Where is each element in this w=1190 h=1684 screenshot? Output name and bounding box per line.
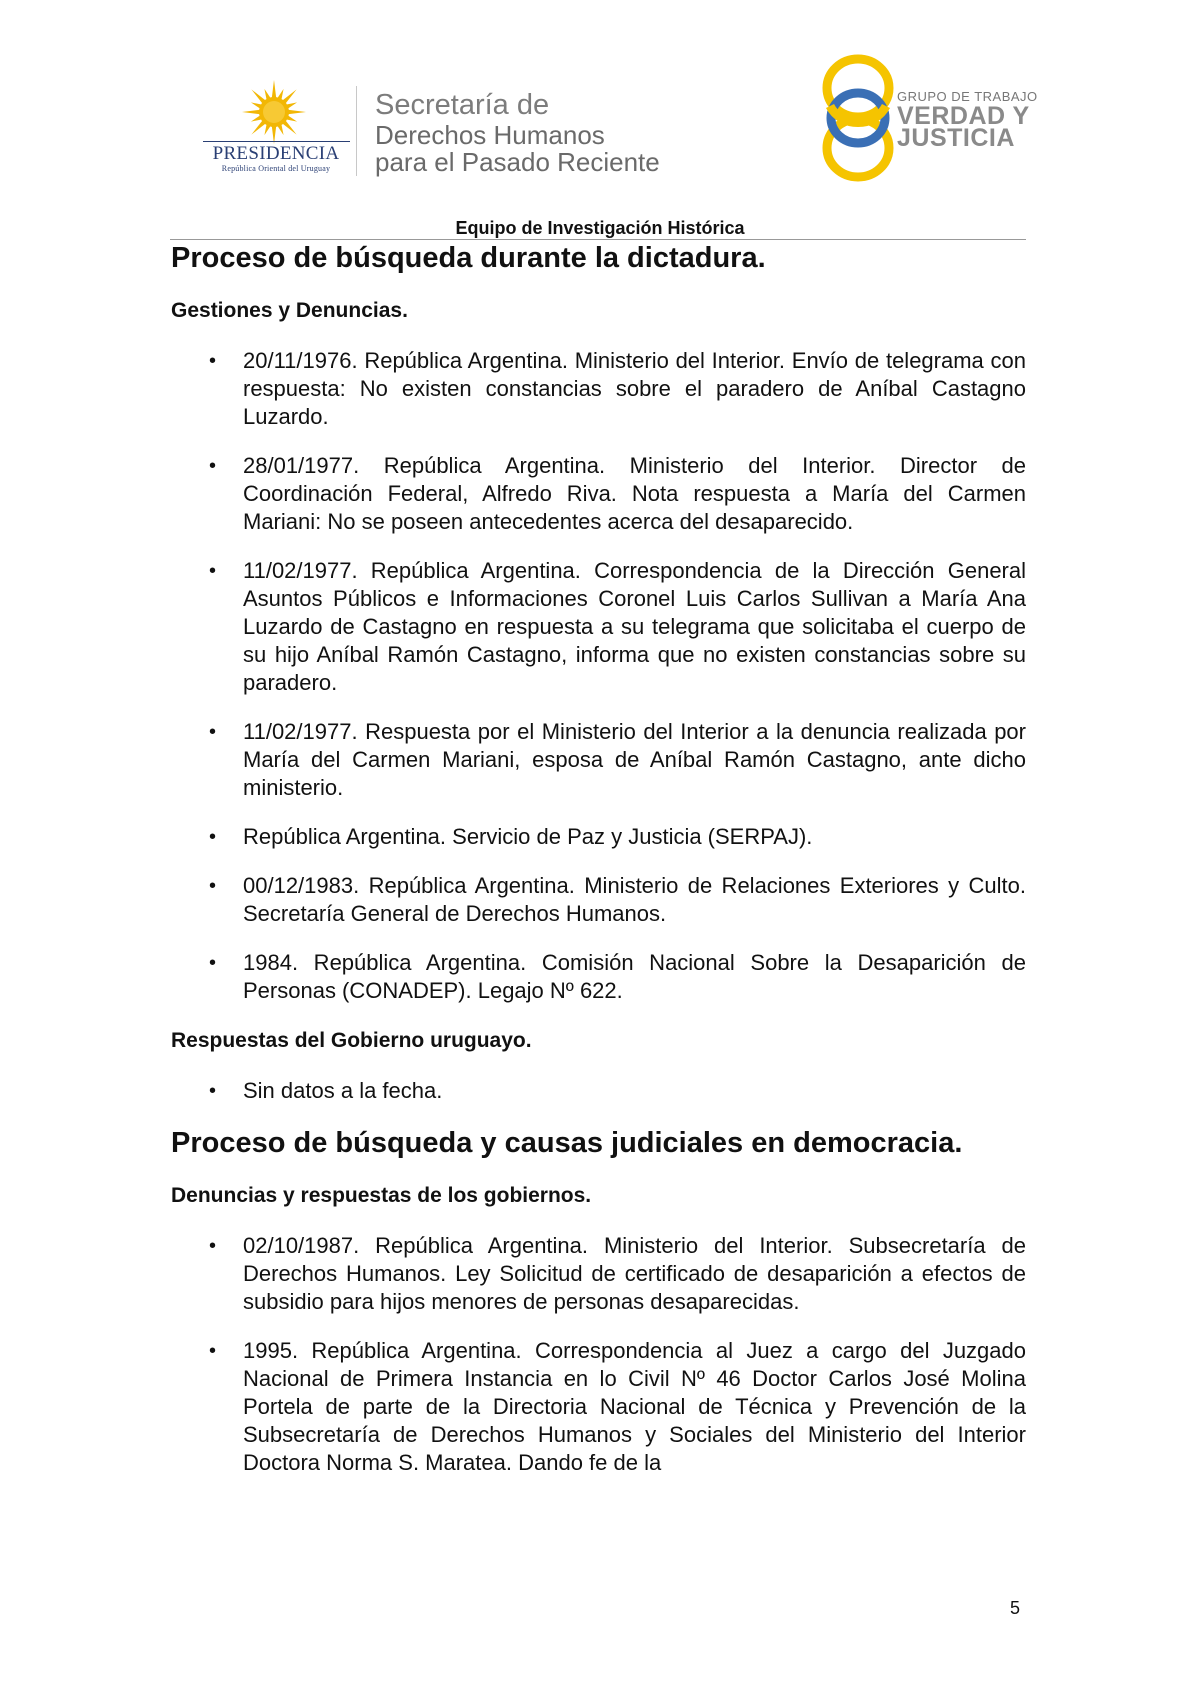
- bullet-mark: •: [209, 826, 217, 848]
- bullet-mark: •: [209, 560, 217, 582]
- list-item: • 1984. República Argentina. Comisión Nacional Sobre la Desaparición de Personas (CONADEP). Legajo Nº 622.: [209, 950, 1026, 1003]
- logo-justicia-label: JUSTICIA: [897, 124, 1015, 152]
- presidencia-subtitle: República Oriental del Uruguay: [221, 164, 331, 173]
- org-name-line2: Derechos Humanos: [375, 120, 605, 150]
- subsection-title: Gestiones y Denuncias.: [171, 299, 408, 322]
- subsection-title: Denuncias y respuestas de los gobiernos.: [171, 1184, 592, 1207]
- team-title: Equipo de Investigación Histórica: [455, 218, 745, 238]
- list-item: • 02/10/1987. República Argentina. Ministerio del Interior. Subsecretaría de Derechos Humanos. Ley Solicitud de certificado de desaparición a efectos de subsidio para hijos menores de personas desaparecidas.: [209, 1233, 1026, 1314]
- sun-ray: [272, 80, 276, 98]
- page-number: 5: [1010, 1598, 1021, 1618]
- list-item: • 11/02/1977. República Argentina. Correspondencia de la Dirección General Asuntos Públicos e Informaciones Coronel Luis Carlos Sullivan a María Ana Luzardo de Castagno en respuesta a su telegrama que solicitaba el cuerpo de su hijo Aníbal Ramón Castagno, informa que no existen constancias sobre su paradero.: [209, 558, 1026, 695]
- sun-ray: [288, 110, 306, 114]
- bullet-mark: •: [209, 455, 217, 477]
- section-title: Proceso de búsqueda y causas judiciales en democracia.: [171, 1127, 963, 1159]
- list-item: • 1995. República Argentina. Correspondencia al Juez a cargo del Juzgado Nacional de Primera Instancia en lo Civil Nº 46 Doctor Carlos José Molina Portela de parte de la Directoria Nacional de Técnica y Prevención de la Subsecretaría de Derechos Humanos y Sociales del Ministerio del Interior Doctora Norma S. Maratea. Dando fe de la: [209, 1338, 1026, 1475]
- logo-divider: [356, 86, 357, 176]
- list-item: • República Argentina. Servicio de Paz y Justicia (SERPAJ).: [209, 824, 813, 849]
- presidencia-rule: [203, 141, 350, 142]
- logo-verdad-label: VERDAD Y: [897, 102, 1030, 130]
- bullet-mark: •: [209, 721, 217, 743]
- bullet-mark: •: [209, 350, 217, 372]
- subsection-title: Respuestas del Gobierno uruguayo.: [171, 1029, 532, 1052]
- document-body: [171, 240, 1026, 1477]
- bullet-list: [171, 1077, 1026, 1105]
- bullet-mark: •: [209, 875, 217, 897]
- logo-group-label: GRUPO DE TRABAJO: [897, 89, 1038, 104]
- presidencia-name: PRESIDENCIA: [212, 143, 340, 164]
- list-item: • Sin datos a la fecha.: [209, 1078, 443, 1103]
- bullet-mark: •: [209, 1080, 217, 1102]
- list-item: • 00/12/1983. República Argentina. Ministerio de Relaciones Exteriores y Culto. Secretaría General de Derechos Humanos.: [209, 873, 1026, 926]
- org-name-line3: para el Pasado Reciente: [375, 147, 660, 177]
- list-item: • 28/01/1977. República Argentina. Ministerio del Interior. Director de Coordinación Federal, Alfredo Riva. Nota respuesta a María del Carmen Mariani: No se poseen antecedentes acerca del desaparecido.: [209, 453, 1026, 534]
- section-title: Proceso de búsqueda durante la dictadura.: [171, 242, 766, 274]
- page-header: [0, 0, 1190, 238]
- list-item: • 20/11/1976. República Argentina. Ministerio del Interior. Envío de telegrama con respuesta: No existen constancias sobre el paradero de Aníbal Castagno Luzardo.: [209, 348, 1026, 429]
- bullet-list: [171, 347, 1026, 1005]
- bullet-list: [171, 1232, 1026, 1477]
- bullet-mark: •: [209, 1235, 217, 1257]
- sun-ray: [242, 110, 260, 114]
- list-item: • 11/02/1977. Respuesta por el Ministerio del Interior a la denuncia realizada por María del Carmen Mariani, esposa de Aníbal Ramón Castagno, ante dicho ministerio.: [209, 719, 1026, 800]
- bullet-mark: •: [209, 1340, 217, 1362]
- org-name-line1: Secretaría de: [375, 89, 550, 121]
- verdad-justicia-rings-logo: [818, 54, 898, 182]
- bullet-mark: •: [209, 952, 217, 974]
